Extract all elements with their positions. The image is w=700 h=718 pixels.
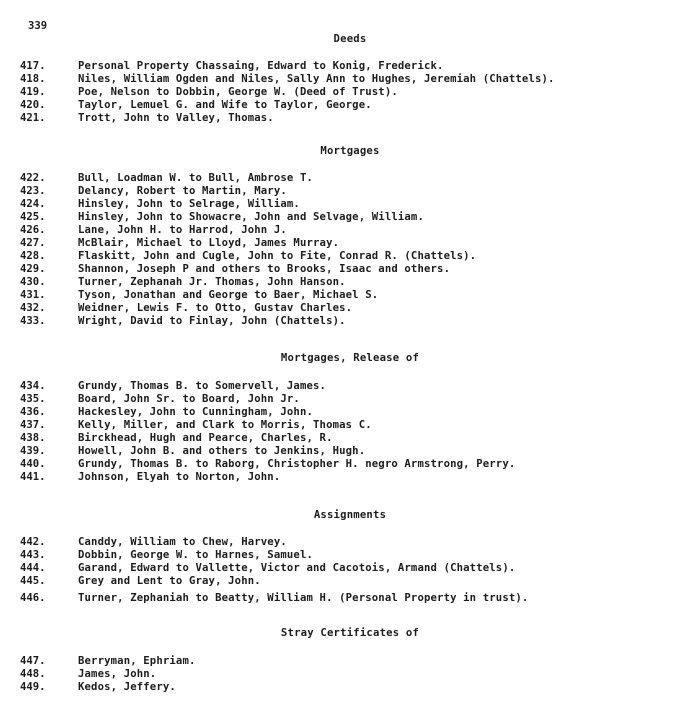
- entry-text: Turner, Zephanah Jr. Thomas, John Hanson.: [78, 276, 346, 288]
- mortgage-entry: [20, 315, 346, 328]
- entry-text: Dobbin, George W. to Harnes, Samuel.: [78, 549, 314, 561]
- entry-number: 425.: [20, 211, 46, 223]
- entry-number: 440.: [20, 458, 46, 470]
- entry-number: 447.: [20, 655, 46, 667]
- entry-number: 441.: [20, 471, 46, 483]
- entry-text: Kedos, Jeffery.: [78, 681, 176, 693]
- entry-number: 442.: [20, 536, 46, 548]
- entry-number: 431.: [20, 289, 46, 301]
- page-number: 339: [28, 20, 48, 32]
- mortgage-entry: [20, 211, 424, 224]
- release-entry: [20, 471, 280, 484]
- entry-number: 445.: [20, 575, 46, 587]
- entry-number: 432.: [20, 302, 46, 314]
- assignment-entry: [20, 549, 313, 562]
- entry-number: 421.: [20, 112, 46, 124]
- entry-number: 435.: [20, 393, 46, 405]
- entry-number: 438.: [20, 432, 46, 444]
- entry-text: Weidner, Lewis F. to Otto, Gustav Charles.: [78, 302, 353, 314]
- entry-text: Lane, John H. to Harrod, John J.: [78, 224, 287, 236]
- entry-text: Tyson, Jonathan and George to Baer, Michael S.: [78, 289, 379, 301]
- mortgage-entry: [20, 250, 476, 263]
- deed-entry: [20, 86, 398, 99]
- entry-text: Bull, Loadman W. to Bull, Ambrose T.: [78, 172, 314, 184]
- entry-text: Hinsley, John to Showacre, John and Selvage, William.: [78, 211, 424, 223]
- mortgage-entry: [20, 237, 339, 250]
- section-heading-mortgages-release: Mortgages, Release of: [280, 352, 420, 364]
- entry-text: Canddy, William to Chew, Harvey.: [78, 536, 287, 548]
- entry-number: 419.: [20, 86, 46, 98]
- release-entry: [20, 432, 333, 445]
- entry-number: 429.: [20, 263, 46, 275]
- mortgage-entry: [20, 276, 346, 289]
- mortgage-entry: [20, 289, 378, 302]
- assignment-entry: [20, 536, 287, 549]
- entry-text: Turner, Zephaniah to Beatty, William H. (Personal Property in trust).: [78, 592, 529, 604]
- mortgage-entry: [20, 172, 313, 185]
- certificate-entry: [20, 668, 156, 681]
- entry-text: Hackesley, John to Cunningham, John.: [78, 406, 314, 418]
- release-entry: [20, 458, 515, 471]
- release-entry: [20, 406, 313, 419]
- entry-number: 424.: [20, 198, 46, 210]
- entry-text: Kelly, Miller, and Clark to Morris, Thomas C.: [78, 419, 372, 431]
- deed-entry: [20, 73, 555, 86]
- entry-text: Johnson, Elyah to Norton, John.: [78, 471, 281, 483]
- entry-number: 449.: [20, 681, 46, 693]
- section-heading-mortgages: Mortgages: [320, 145, 380, 157]
- section-heading-stray-certificates: Stray Certificates of: [280, 627, 420, 639]
- entry-number: 428.: [20, 250, 46, 262]
- release-entry: [20, 445, 365, 458]
- entry-text: Delancy, Robert to Martin, Mary.: [78, 185, 287, 197]
- entry-number: 434.: [20, 380, 46, 392]
- mortgage-entry: [20, 185, 287, 198]
- entry-number: 420.: [20, 99, 46, 111]
- entry-number: 444.: [20, 562, 46, 574]
- entry-number: 446.: [20, 592, 46, 604]
- assignment-entry: [20, 592, 528, 605]
- entry-text: Berryman, Ephriam.: [78, 655, 196, 667]
- mortgage-entry: [20, 224, 287, 237]
- entry-number: 427.: [20, 237, 46, 249]
- assignment-entry: [20, 562, 515, 575]
- entry-number: 443.: [20, 549, 46, 561]
- entry-text: Grey and Lent to Gray, John.: [78, 575, 261, 587]
- section-heading-assignments: Assignments: [313, 509, 387, 521]
- mortgage-entry: [20, 198, 300, 211]
- entry-text: Garand, Edward to Vallette, Victor and Cacotois, Armand (Chattels).: [78, 562, 516, 574]
- assignment-entry: [20, 575, 261, 588]
- entry-number: 437.: [20, 419, 46, 431]
- entry-text: Grundy, Thomas B. to Somervell, James.: [78, 380, 327, 392]
- entry-number: 448.: [20, 668, 46, 680]
- entry-number: 423.: [20, 185, 46, 197]
- entry-number: 426.: [20, 224, 46, 236]
- entry-text: Howell, John B. and others to Jenkins, Hugh.: [78, 445, 366, 457]
- entry-number: 430.: [20, 276, 46, 288]
- entry-text: Trott, John to Valley, Thomas.: [78, 112, 274, 124]
- entry-number: 436.: [20, 406, 46, 418]
- entry-text: Birckhead, Hugh and Pearce, Charles, R.: [78, 432, 333, 444]
- entry-text: Niles, William Ogden and Niles, Sally Ann to Hughes, Jeremiah (Chattels).: [78, 73, 555, 85]
- entry-text: McBlair, Michael to Lloyd, James Murray.: [78, 237, 340, 249]
- deed-entry: [20, 60, 444, 73]
- entry-text: Wright, David to Finlay, John (Chattels).: [78, 315, 346, 327]
- entry-number: 418.: [20, 73, 46, 85]
- certificate-entry: [20, 681, 176, 694]
- entry-text: Shannon, Joseph P and others to Brooks, Isaac and others.: [78, 263, 451, 275]
- entry-text: Grundy, Thomas B. to Raborg, Christopher H. negro Armstrong, Perry.: [78, 458, 516, 470]
- deed-entry: [20, 99, 372, 112]
- entry-text: Hinsley, John to Selrage, William.: [78, 198, 300, 210]
- entry-number: 433.: [20, 315, 46, 327]
- release-entry: [20, 393, 300, 406]
- entry-text: James, John.: [78, 668, 157, 680]
- release-entry: [20, 419, 372, 432]
- mortgage-entry: [20, 263, 450, 276]
- entry-text: Taylor, Lemuel G. and Wife to Taylor, George.: [78, 99, 372, 111]
- mortgage-entry: [20, 302, 352, 315]
- entry-number: 439.: [20, 445, 46, 457]
- entry-text: Board, John Sr. to Board, John Jr.: [78, 393, 300, 405]
- entry-text: Poe, Nelson to Dobbin, George W. (Deed of Trust).: [78, 86, 398, 98]
- certificate-entry: [20, 655, 196, 668]
- section-heading-deeds: Deeds: [333, 33, 367, 45]
- deed-entry: [20, 112, 274, 125]
- release-entry: [20, 380, 326, 393]
- entry-number: 417.: [20, 60, 46, 72]
- entry-text: Flaskitt, John and Cugle, John to Fite, Conrad R. (Chattels).: [78, 250, 477, 262]
- entry-number: 422.: [20, 172, 46, 184]
- entry-text: Personal Property Chassaing, Edward to Konig, Frederick.: [78, 60, 444, 72]
